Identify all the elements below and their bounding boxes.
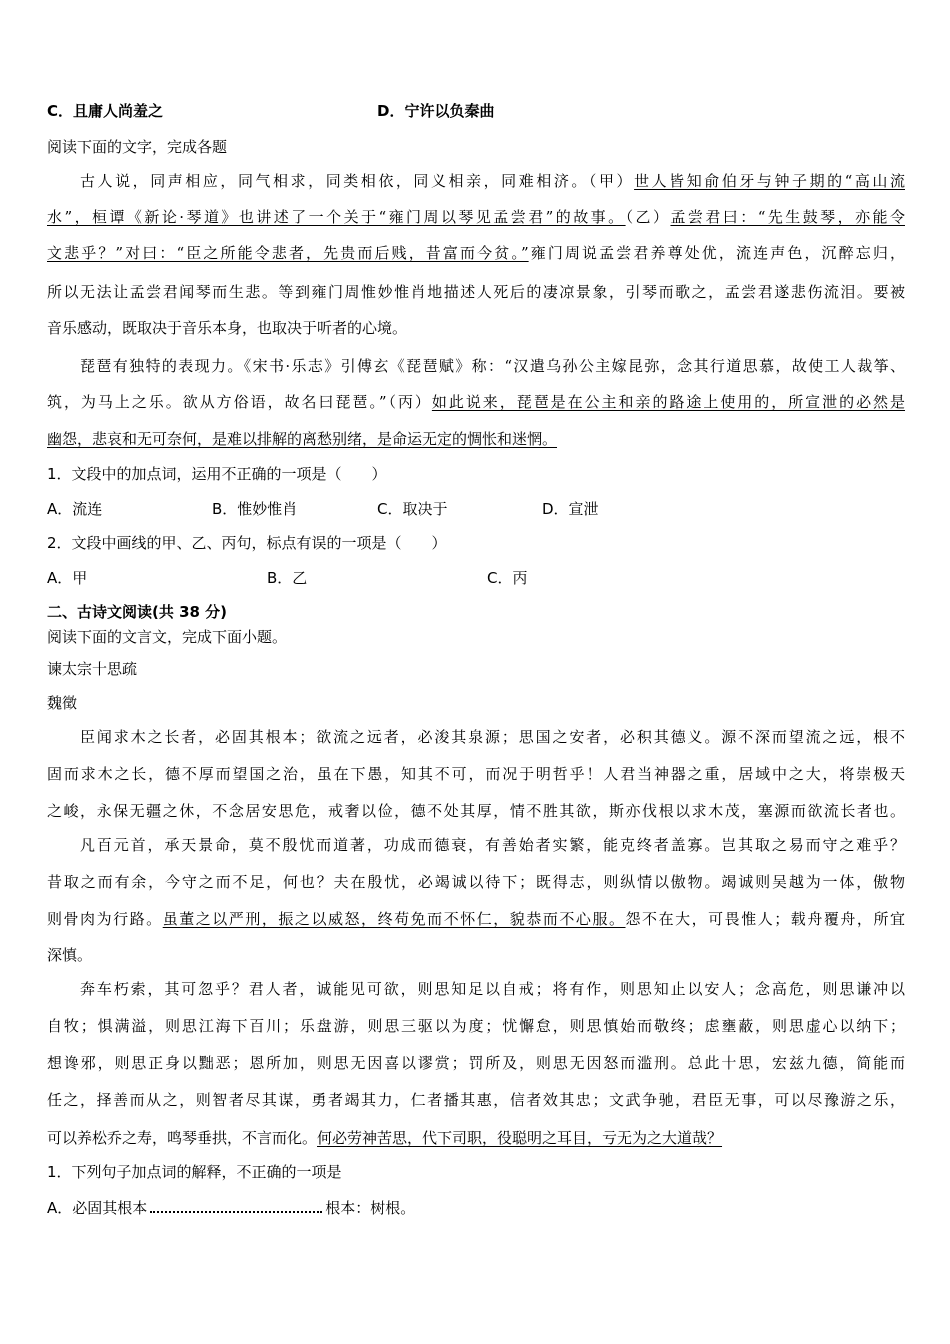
q2-option-b: B．乙 <box>267 569 308 587</box>
q1-option-c: C．取决于 <box>377 500 448 518</box>
essay-p1-line3: 之峻，永保无疆之休，不念居安思危，戒奢以俭，德不处其厚，情不胜其欲，斯亦伐根以求木茂，塞源而欲流长者也。 <box>47 802 905 820</box>
q1-option-b: B．惟妙惟肖 <box>212 500 298 518</box>
reading1-p2-line3: 幽怨，悲哀和无可奈何，是难以排解的离愁别绪，是命运无定的惆怅和迷惘。 <box>47 430 558 448</box>
essay-p1-line2: 固而求木之长，德不厚而望国之治，虽在下愚，知其不可，而况于明哲乎！人君当神器之重，居域中之大，将崇极天 <box>47 765 905 783</box>
reading1-p1-line2: 水”，桓谭《新论·琴道》也讲述了一个关于“雍门周以琴见孟尝君”的故事。（乙）孟尝君曰：“先生鼓琴，亦能令 <box>47 208 905 226</box>
essay-p3-line5: 可以养松乔之寿，鸣琴垂拱，不言而化。何必劳神苦思，代下司职，役聪明之耳目，亏无为之大道哉？ <box>47 1129 723 1147</box>
q1-stem: 1．文段中的加点词，运用不正确的一项是（ ） <box>47 465 387 483</box>
option-d-top: D．宁许以负秦曲 <box>377 102 495 120</box>
s2-q1-option-a-text: A．必固其根本 <box>47 1199 148 1217</box>
option-c-label: C．且庸人尚羞之 <box>47 102 164 120</box>
reading1-p1-line5: 音乐感动，既取决于音乐本身，也取决于听者的心境。 <box>47 319 408 337</box>
reading1-p1-line4: 所以无法让孟尝君闻琴而生悲。等到雍门周惟妙惟肖地描述人死后的凄凉景象，引琴而歌之，孟尝君遂悲伤流泪。要被 <box>47 283 905 301</box>
section2-instruction: 阅读下面的文言文，完成下面小题。 <box>47 628 288 646</box>
s2-q1-stem: 1．下列句子加点词的解释，不正确的一项是 <box>47 1163 342 1181</box>
essay-title: 谏太宗十思疏 <box>47 660 138 678</box>
essay-p1-line1: 臣闻求木之长者，必固其根本；欲流之远者，必浚其泉源；思国之安者，必积其德义。源不深而望流之远，根不 <box>80 728 905 746</box>
essay-p2-line1: 凡百元首，承天景命，莫不殷忧而道著，功成而德衰，有善始者实繁，能克终者盖寡。岂其取之易而守之难乎？ <box>80 836 905 854</box>
essay-p3-line1: 奔车朽索，其可忽乎？君人者，诚能见可欲，则思知足以自戒；将有作，则思知止以安人；念高危，则思谦冲以 <box>80 980 905 998</box>
reading1-p2-line2: 筑，为马上之乐。欲从方俗语，故名曰琵琶。”（丙）如此说来，琵琶是在公主和亲的路途上使用的，所宣泄的必然是 <box>47 393 906 411</box>
essay-p2-line2: 昔取之而有余，今守之而不足，何也？夫在殷忧，必竭诚以待下；既得志，则纵情以傲物。竭诚则吴越为一体，傲物 <box>47 873 905 891</box>
essay-author: 魏徵 <box>47 694 78 712</box>
reading1-p1-line1: 古人说，同声相应，同气相求，同类相依，同义相亲，同难相济。（甲）世人皆知俞伯牙与钟子期的“高山流 <box>80 172 905 190</box>
essay-p3-line2: 自牧；惧满溢，则思江海下百川；乐盘游，则思三驱以为度；忧懈怠，则思慎始而敬终；虑壅蔽，则思虚心以纳下； <box>47 1017 905 1035</box>
dotted-leader <box>150 1197 322 1213</box>
s2-q1-option-a-gloss: 根本：树根。 <box>325 1199 416 1217</box>
section2-heading: 二、古诗文阅读(共 38 分) <box>47 603 228 621</box>
essay-p2-line3: 则骨肉为行路。虽董之以严刑，振之以威怒，终苟免而不怀仁，貌恭而不心服。怨不在大，可畏惟人；载舟覆舟，所宜 <box>47 910 905 928</box>
q2-option-c: C．丙 <box>487 569 528 587</box>
reading1-p1-line3: 文悲乎？”对曰：“臣之所能令悲者，先贵而后贱，昔富而今贫。”雍门周说孟尝君养尊处优，流连声色，沉醉忘归， <box>47 244 905 262</box>
q2-option-a: A．甲 <box>47 569 88 587</box>
reading1-p2-line1: 琵琶有独特的表现力。《宋书·乐志》引傅玄《琵琶赋》称：“汉遣乌孙公主嫁昆弥，念其行道思慕，故使工人裁筝、 <box>80 357 905 375</box>
q2-stem: 2．文段中画线的甲、乙、丙句，标点有误的一项是（ ） <box>47 534 447 552</box>
q1-option-a: A．流连 <box>47 500 103 518</box>
essay-p3-line3: 想谗邪，则思正身以黜恶；恩所加，则思无因喜以谬赏；罚所及，则思无因怒而滥刑。总此十思，宏兹九德，简能而 <box>47 1054 905 1072</box>
essay-p3-line4: 任之，择善而从之，则智者尽其谋，勇者竭其力，仁者播其惠，信者效其忠；文武争驰，君臣无事，可以尽豫游之乐， <box>47 1091 905 1109</box>
reading1-instruction: 阅读下面的文字，完成各题 <box>47 138 228 156</box>
q1-option-d: D．宣泄 <box>542 500 599 518</box>
essay-p2-line4: 深慎。 <box>47 946 93 964</box>
s2-q1-option-a <box>47 1197 905 1218</box>
